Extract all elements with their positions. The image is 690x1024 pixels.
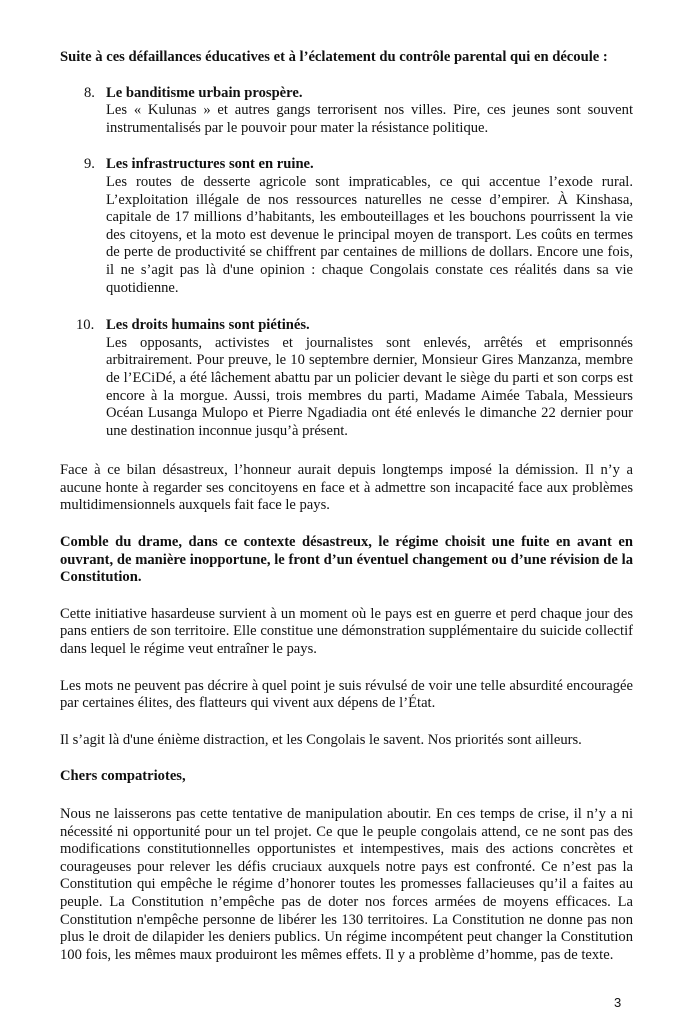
initiative-paragraph: Cette initiative hasardeuse survient à un moment où le pays est en guerre et perd chaque jour des pans entiers de son territoire. Elle constitue une démonstration supplémentaire du suicide collectif dans lequel le régime veut entraîner le pays. <box>60 605 633 658</box>
list-item-text: Les « Kulunas » et autres gangs terrorisent nos villes. Pire, ces jeunes sont souvent instrumentalisés par le pouvoir pour mater la résistance politique. <box>106 102 633 136</box>
salutation-heading: Chers compatriotes, <box>60 768 186 785</box>
list-item-title: Les droits humains sont piétinés. <box>106 317 310 334</box>
list-number: 9. <box>84 156 95 173</box>
list-item-title: Les infrastructures sont en ruine. <box>106 156 314 173</box>
list-number: 10. <box>76 317 95 334</box>
list-item-10 <box>60 317 633 440</box>
distraction-paragraph: Il s’agit là d'une énième distraction, et les Congolais le savent. Nos priorités sont ailleurs. <box>60 731 582 748</box>
list-item-8 <box>60 85 633 138</box>
comble-paragraph: Comble du drame, dans ce contexte désastreux, le régime choisit une fuite en avant en ouvrant, de manière inopportune, le front d’un éventuel changement ou d’une révision de la Constitution. <box>60 534 633 586</box>
page-number: 3 <box>614 995 622 1010</box>
mots-paragraph: Les mots ne peuvent pas décrire à quel point je suis révulsé de voir une telle absurdité encouragée par certaines élites, des flatteurs qui vivent aux dépens de l’État. <box>60 677 633 712</box>
list-item-9 <box>60 156 633 297</box>
document-body <box>60 49 633 964</box>
list-number: 8. <box>84 84 95 101</box>
bilan-paragraph: Face à ce bilan désastreux, l’honneur aurait depuis longtemps imposé la démission. Il n’y a aucune honte à regarder ses concitoyens en face et à admettre son incapacité face aux problèmes multidimensionnels auxquels fait face le pays. <box>60 462 633 514</box>
list-item-text: Les opposants, activistes et journalistes sont enlevés, arrêtés et emprisonnés arbitrairement. Pour preuve, le 10 septembre dernier, Monsieur Gires Manzanza, membre de l’ECiDé, a été lâchement abattu par un policier devant le siège du parti et son corps est encore à la morgue. Aussi, trois membres du parti, Madame Aimée Tabala, Messieurs Océan Lusanga Mulopo et Pierre Ngadiadia ont été enlevés le dimanche 22 dernier pour une destination inconnue jusqu’à présent. <box>106 334 633 439</box>
list-item-text: Les routes de desserte agricole sont impraticables, ce qui accentue l’exode rural. L’exploitation illégale de nos ressources naturelles ne cesse d’empirer. À Kinshasa, capitale de 17 millions d’habitants, les embouteillages et les bouchons pourrissent la vie des citoyens, et la moto est devenue le principal moyen de transport. Les coûts en termes de perte de productivité se chiffrent par centaines de millions de dollars. Encore une fois, il ne s’agit pas là d'une opinion : chaque Congolais constate ces réalités dans sa vie quotidienne. <box>106 173 633 296</box>
intro-paragraph: Suite à ces défaillances éducatives et à l’éclatement du contrôle parental qui en découle : <box>60 49 608 65</box>
conclusion-paragraph: Nous ne laisserons pas cette tentative de manipulation aboutir. En ces temps de crise, il n’y a ni nécessité ni opportunité pour un tel projet. Ce que le peuple congolais attend, ce ne sont pas des modifications constitutionnelles opportunistes et intempestives, mais des actions concrètes et courageuses pour relever les défis cruciaux auxquels notre pays est confronté. Ce n’est pas la Constitution qui empêche le régime d’honorer toutes les promesses fallacieuses qu’il a faites au peuple. La Constitution n’empêche pas de doter nos forces armées de moyens efficaces. La Constitution n'empêche personne de libérer les 130 territoires. La Constitution ne donne pas non plus le droit de dilapider les deniers publics. Un régime incompétent peut changer la Constitution 100 fois, les mêmes maux produiront les mêmes effets. Il y a problème d’homme, pas de texte. <box>60 806 633 963</box>
list-item-title: Le banditisme urbain prospère. <box>106 84 303 101</box>
